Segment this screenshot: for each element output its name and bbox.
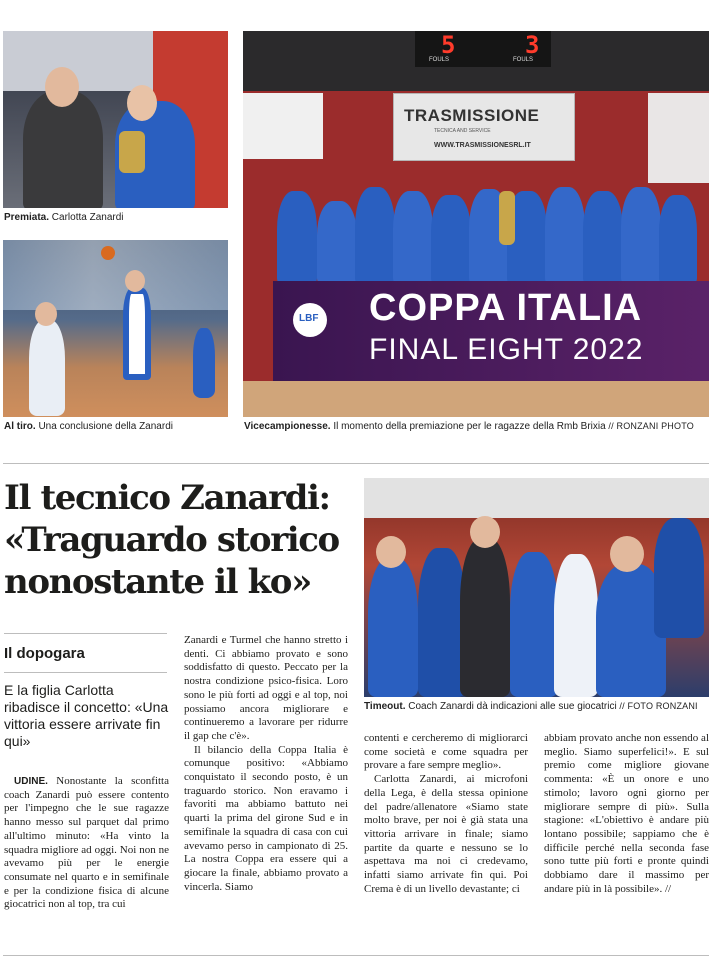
fouls-label-left: FOULS xyxy=(429,57,450,63)
trophy-icon xyxy=(119,131,145,173)
sponsor-board xyxy=(393,93,575,161)
article-column-3 xyxy=(364,732,528,896)
photo-team xyxy=(243,31,709,417)
defender-head xyxy=(35,302,57,326)
subheadline: E la figlia Carlotta ribadisce il concetto: «Una vittoria essere arrivate fin qui» xyxy=(4,682,169,749)
column-2-para-2: Il bilancio della Coppa Italia è comunque positivo: «Abbiamo conquistato il secondo posto, è un traguardo storico. Non eravamo i favoriti ma abbiamo battuto nei quarti la prima del girone Sud e in semifinale la squadra di casa con cui avevamo perso in campionato di 25. La nostra Coppa era essere qui a giocare la finale, abbiamo provato a vincerla. Siamo xyxy=(184,743,348,893)
caption-award: Premiata. Carlotta Zanardi xyxy=(4,212,124,223)
headline-line-2: «Traguardo storico xyxy=(4,520,339,560)
scoreboard xyxy=(415,31,551,67)
side-board xyxy=(243,93,323,159)
fouls-label-right: FOULS xyxy=(513,57,534,63)
column-1-text: Nonostante la sconfitta coach Zanardi può essere contento per l'impegno che le sue ragazze hanno messo sul parquet dal primo all'ultimo minuto: «Ha vinto la squadra migliore ad oggi. Noi non ne avevamo più per le energie consumate nel quarto e in semifinale e per la condizione fisica di alcune giocatrici non al top, tra cui xyxy=(4,775,169,911)
column-3-para-2: Carlotta Zanardi, ai microfoni della Lega, è della stessa opinione del padre/allenatore «Siamo state molto brave, per noi è già stata una vittoria arrivare in finale; siamo partite da quarte e nessuno se lo aspettava ma noi ci credevamo, infatti siamo arrivate fin qui. Poi Crema è di un livello devastante; ci xyxy=(364,773,528,895)
photo-timeout xyxy=(364,478,709,697)
photo-award xyxy=(3,31,228,208)
coppa-italia-banner xyxy=(273,281,709,381)
shooter-head xyxy=(125,270,145,292)
defender-figure xyxy=(29,320,65,416)
coach-head xyxy=(470,516,500,548)
lbf-logo-text: LBF xyxy=(299,313,319,324)
scoreboard-left: 5 xyxy=(441,31,456,59)
kicker-rule-bottom xyxy=(4,672,167,673)
article-column-1 xyxy=(4,775,169,912)
photo-shot xyxy=(3,240,228,417)
article-column-2 xyxy=(184,634,348,894)
basketball-icon xyxy=(101,246,115,260)
banner-title: COPPA ITALIA xyxy=(369,287,643,329)
teammate-figure xyxy=(193,328,215,398)
column-4-text: abbiam provato anche non essendo al meglio. Siamo superfelici!». E sul premio come migliore giovane commenta: «È un onore e uno stimolo; lavoro ogni giorno per migliorare sempre di più». Sulla stagione: «L'obiettivo è andare più lontano possibile; sappiamo che è difficile perché nella seconda fase sono tutte più forti e pronte quindi dobbiamo dare il massimo per andare più in là possibile». // xyxy=(544,732,709,895)
column-2-para-1: Zanardi e Turmel che hanno stretto i denti. Ci abbiamo provato e sono soddisfatto di questo. Peccato per la nostra condizione psico-fisica. Loro sono le più forti ad oggi e al top, noi possiamo ancora migliorare e continueremo a lavorare per ridurre il gap che c'è». xyxy=(184,634,348,742)
sponsor-name: TRASMISSIONE xyxy=(404,106,540,125)
caption-timeout: Timeout. Coach Zanardi dà indicazioni alle sue giocatrici // FOTO RONZANI xyxy=(364,701,698,712)
article-column-4 xyxy=(544,732,709,896)
court-floor xyxy=(243,381,709,417)
trophy-icon xyxy=(499,191,515,245)
sponsor-url: WWW.TRASMISSIONESRL.IT xyxy=(434,142,531,149)
section-divider xyxy=(3,463,709,464)
player-head xyxy=(127,85,157,121)
dateline: UDINE. xyxy=(14,776,48,787)
bottom-rule xyxy=(3,955,709,956)
lbf-logo xyxy=(293,303,327,337)
coach-figure xyxy=(460,538,510,697)
column-3-para-1: contenti e cercheremo di migliorarci come società e come squadra per provare a fare sempre meglio». xyxy=(364,732,528,772)
man-figure xyxy=(23,91,103,208)
scoreboard-right: 3 xyxy=(525,31,540,59)
headline-line-3: nonostante il ko» xyxy=(4,562,311,602)
shooter-figure xyxy=(123,288,151,380)
caption-shot: Al tiro. Una conclusione della Zanardi xyxy=(4,421,173,432)
caption-team: Vicecampionesse. Il momento della premiazione per le ragazze della Rmb Brixia // RONZANI PHOTO xyxy=(244,421,694,432)
sponsor-tagline: TECNICA AND SERVICE xyxy=(434,128,491,134)
article-headline xyxy=(4,477,359,603)
headline-line-1: Il tecnico Zanardi: xyxy=(4,478,330,518)
kicker: Il dopogara xyxy=(4,645,85,662)
kicker-rule xyxy=(4,633,167,634)
team-group xyxy=(267,161,697,281)
man-head xyxy=(45,67,79,107)
banner-subtitle: FINAL EIGHT 2022 xyxy=(369,333,644,366)
